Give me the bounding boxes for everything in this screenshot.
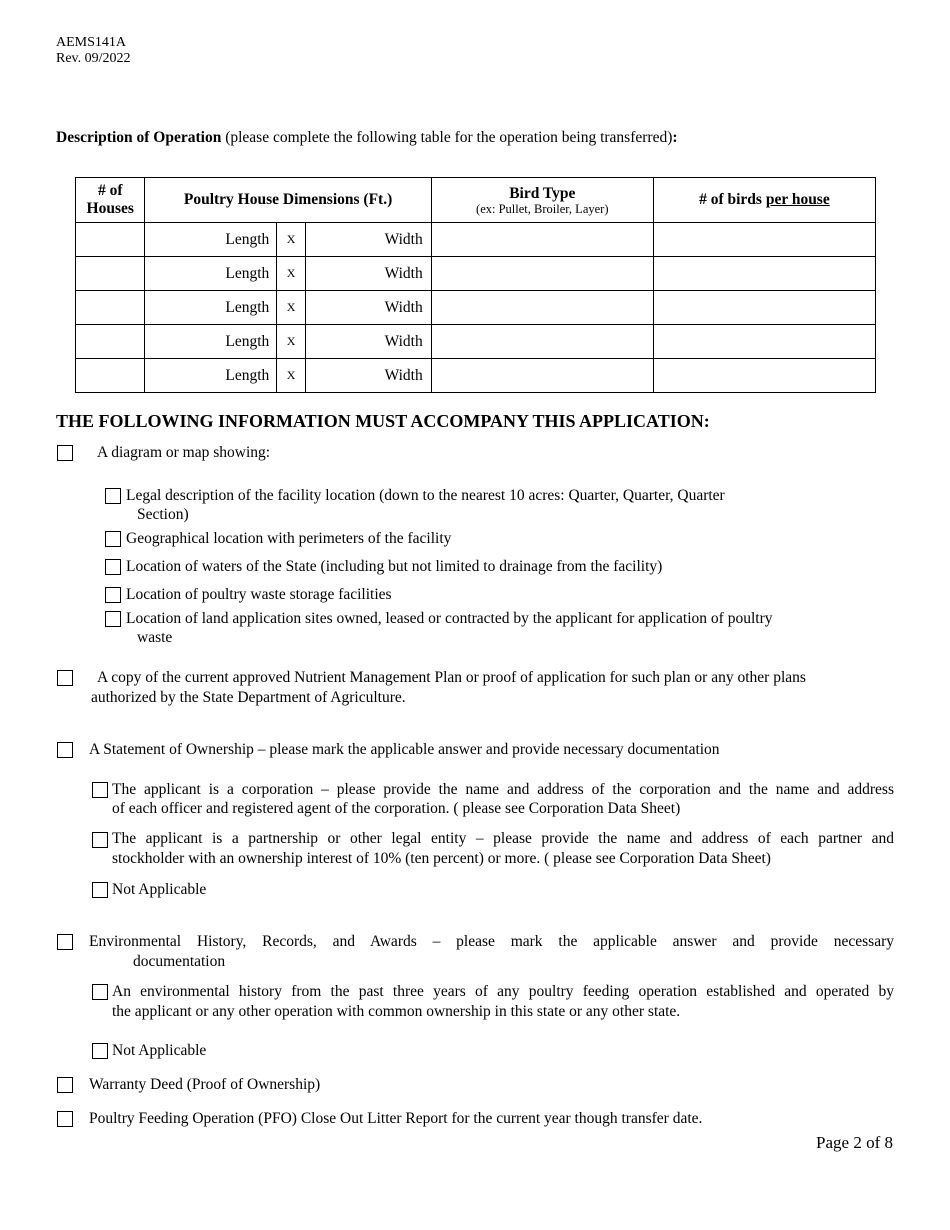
table-row <box>76 291 876 325</box>
nutrient-plan-line1: A copy of the current approved Nutrient Management Plan or proof of application for such plan or any other plans <box>97 669 806 686</box>
bird-type-subtitle: (ex: Pullet, Broiler, Layer) <box>476 201 609 216</box>
land-application-line1: Location of land application sites owned, leased or contracted by the applicant for application of poultry <box>126 610 773 627</box>
waste-storage-checkbox[interactable] <box>105 587 121 603</box>
dimensions-header: Poultry House Dimensions (Ft.) <box>145 178 431 223</box>
environmental-history-line1-text: An environmental history from the past three years of any poultry feeding operation established and operated by <box>112 983 894 1000</box>
ownership-label: A Statement of Ownership – please mark the applicable answer and provide necessary documentation <box>89 741 720 758</box>
length-cell[interactable]: Length <box>145 359 277 393</box>
land-application-line2: waste <box>137 629 173 646</box>
length-cell[interactable]: Length <box>145 257 277 291</box>
houses-cell[interactable] <box>76 223 145 257</box>
length-cell[interactable]: Length <box>145 325 277 359</box>
corporation-checkbox[interactable] <box>92 782 108 798</box>
corporation-line1-text: The applicant is a corporation – please provide the name and address of the corporation and the name and address <box>112 781 894 798</box>
length-cell[interactable]: Length <box>145 223 277 257</box>
waters-location-checkbox[interactable] <box>105 559 121 575</box>
table-row <box>76 257 876 291</box>
environmental-history-line2: the applicant or any other operation with common ownership in this state or any other state. <box>112 1003 681 1020</box>
birds-count-cell[interactable] <box>653 359 875 393</box>
description-text: (please complete the following table for the operation being transferred) <box>221 129 673 146</box>
houses-cell[interactable] <box>76 359 145 393</box>
birds-count-cell[interactable] <box>653 223 875 257</box>
bird-type-title: Bird Type <box>509 184 576 202</box>
environmental-not-applicable-label: Not Applicable <box>112 1042 207 1059</box>
bird-type-header <box>431 178 653 223</box>
legal-description-line2: Section) <box>137 506 189 523</box>
partnership-checkbox[interactable] <box>92 832 108 848</box>
width-cell[interactable]: Width <box>305 359 431 393</box>
bird-type-cell[interactable] <box>431 257 653 291</box>
houses-cell[interactable] <box>76 291 145 325</box>
bird-type-cell[interactable] <box>431 359 653 393</box>
pfo-report-label: Poultry Feeding Operation (PFO) Close Out Litter Report for the current year though transfer date. <box>89 1110 703 1127</box>
birds-header-text: # of birds <box>699 191 766 208</box>
waters-location-label: Location of waters of the State (including but not limited to drainage from the facility) <box>126 558 663 575</box>
ownership-not-applicable-label: Not Applicable <box>112 881 207 898</box>
bird-type-cell[interactable] <box>431 223 653 257</box>
description-bold: Description of Operation <box>56 129 222 146</box>
width-cell[interactable]: Width <box>305 223 431 257</box>
environmental-not-applicable-checkbox[interactable] <box>92 1043 108 1059</box>
geographical-location-label: Geographical location with perimeters of the facility <box>126 530 452 547</box>
environmental-checkbox[interactable] <box>57 934 73 950</box>
width-cell[interactable]: Width <box>305 257 431 291</box>
environmental-line1 <box>89 932 894 952</box>
environmental-history-checkbox[interactable] <box>92 984 108 1000</box>
houses-header: # of Houses <box>76 178 145 223</box>
times-cell: X <box>277 325 306 359</box>
legal-description-line1: Legal description of the facility location (down to the nearest 10 acres: Quarter, Quarter, Quarter <box>126 487 725 504</box>
ownership-checkbox[interactable] <box>57 742 73 758</box>
partnership-line2: stockholder with an ownership interest of 10% (ten percent) or more. ( please see Corporation Data Sheet) <box>112 850 771 867</box>
environmental-line2: documentation <box>133 953 226 970</box>
warranty-deed-label: Warranty Deed (Proof of Ownership) <box>89 1076 321 1093</box>
houses-cell[interactable] <box>76 325 145 359</box>
ownership-not-applicable-checkbox[interactable] <box>92 882 108 898</box>
nutrient-plan-line2: authorized by the State Department of Agriculture. <box>91 689 406 706</box>
environmental-history-line1 <box>112 982 894 1002</box>
width-cell[interactable]: Width <box>305 325 431 359</box>
length-cell[interactable]: Length <box>145 291 277 325</box>
nutrient-plan-checkbox[interactable] <box>57 670 73 686</box>
birds-count-cell[interactable] <box>653 325 875 359</box>
environmental-line1-text: Environmental History, Records, and Awards – please mark the applicable answer and provide necessary <box>89 933 894 950</box>
description-colon: : <box>672 129 678 146</box>
form-id: AEMS141A <box>56 35 127 50</box>
bird-type-cell[interactable] <box>431 325 653 359</box>
width-cell[interactable]: Width <box>305 291 431 325</box>
times-cell: X <box>277 223 306 257</box>
times-cell: X <box>277 257 306 291</box>
corporation-line2: of each officer and registered agent of the corporation. ( please see Corporation Data Sheet) <box>112 800 681 817</box>
warranty-deed-checkbox[interactable] <box>57 1077 73 1093</box>
waste-storage-label: Location of poultry waste storage facilities <box>126 586 392 603</box>
land-application-checkbox[interactable] <box>105 611 121 627</box>
partnership-line1-text: The applicant is a partnership or other legal entity – please provide the name and address of each partner and <box>112 830 894 847</box>
diagram-checkbox[interactable] <box>57 445 73 461</box>
pfo-report-checkbox[interactable] <box>57 1111 73 1127</box>
bird-type-cell[interactable] <box>431 291 653 325</box>
birds-header-underlined: per house <box>765 191 830 208</box>
birds-count-cell[interactable] <box>653 257 875 291</box>
section-title: THE FOLLOWING INFORMATION MUST ACCOMPANY THIS APPLICATION: <box>56 411 710 431</box>
diagram-label: A diagram or map showing: <box>97 444 271 461</box>
table-header-row <box>76 178 876 223</box>
table-row <box>76 223 876 257</box>
times-cell: X <box>277 359 306 393</box>
table-row <box>76 359 876 393</box>
form-revision: Rev. 09/2022 <box>56 51 131 66</box>
partnership-line1 <box>112 829 894 849</box>
legal-description-checkbox[interactable] <box>105 488 121 504</box>
operation-table <box>75 177 876 393</box>
birds-per-house-header <box>653 178 875 223</box>
geographical-location-checkbox[interactable] <box>105 531 121 547</box>
houses-cell[interactable] <box>76 257 145 291</box>
form-header <box>56 35 131 67</box>
description-heading <box>56 129 678 147</box>
page-number: Page 2 of 8 <box>816 1133 893 1152</box>
birds-count-cell[interactable] <box>653 291 875 325</box>
times-cell: X <box>277 291 306 325</box>
table-row <box>76 325 876 359</box>
